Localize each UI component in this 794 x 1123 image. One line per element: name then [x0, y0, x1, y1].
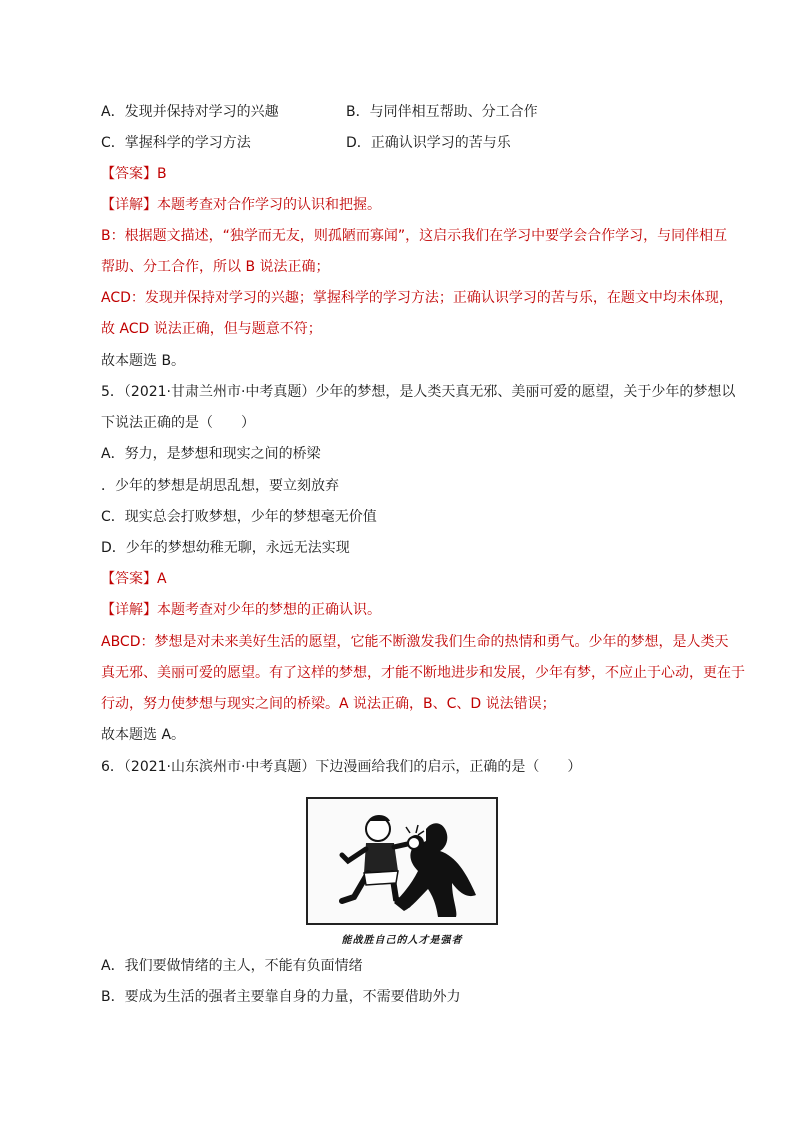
q5-conclusion: 故本题选 A。	[101, 727, 186, 743]
q5-option-a: A．努力，是梦想和现实之间的桥梁	[101, 446, 321, 462]
q4-option-a: A．发现并保持对学习的兴趣	[101, 104, 279, 120]
q4-option-d: D．正确认识学习的苦与乐	[346, 135, 511, 151]
q5-option-b: ．少年的梦想是胡思乱想，要立刻放弃	[101, 478, 339, 494]
q4-detail: 本题考查对合作学习的认识和把握。	[157, 197, 381, 213]
q6-option-a: A．我们要做情绪的主人，不能有负面情绪	[101, 958, 363, 974]
q6-stem: 6．（2021·山东滨州市·中考真题）下边漫画给我们的启示，正确的是（ ）	[101, 759, 582, 775]
man-arm-back	[342, 849, 366, 861]
q5-stem-line2: 下说法正确的是（ ）	[101, 415, 255, 431]
cartoon-image	[306, 797, 498, 925]
q4-explanation-acd-line2: 故 ACD 说法正确，但与题意不符；	[101, 321, 322, 337]
q4-explanation-b-line1: B：根据题文描述，“独学而无友，则孤陋而寡闻”，这启示我们在学习中要学会合作学习，与同伴相互	[101, 228, 728, 244]
q4-detail-line	[101, 197, 381, 213]
impact-marks	[406, 825, 424, 835]
man-fist	[408, 837, 420, 849]
q4-option-c: C．掌握科学的学习方法	[101, 135, 251, 151]
q4-explanation-b-line2: 帮助、分工合作，所以 B 说法正确；	[101, 259, 330, 275]
q5-detail: 本题考查对少年的梦想的正确认识。	[157, 602, 381, 618]
q4-detail-tag: 【详解】	[101, 197, 157, 213]
q5-explanation-line2: 真无邪、美丽可爱的愿望。有了这样的梦想，才能不断地进步和发展，少年有梦，不应止于心动，更在于	[101, 665, 745, 681]
q5-detail-tag: 【详解】	[101, 602, 157, 618]
q4-answer-tag: 【答案】	[101, 166, 157, 182]
q4-answer: B	[157, 166, 167, 182]
q4-answer-line	[101, 166, 167, 182]
cartoon-illustration	[308, 799, 496, 923]
q5-option-c: C．现实总会打败梦想，少年的梦想毫无价值	[101, 509, 377, 525]
cartoon-caption: 能战胜自己的人才是强者	[341, 935, 463, 946]
q6-option-b: B．要成为生活的强者主要靠自身的力量，不需要借助外力	[101, 989, 461, 1005]
man-shorts	[364, 871, 398, 885]
q4-explanation-acd-line1: ACD：发现并保持对学习的兴趣；掌握科学的学习方法；正确认识学习的苦与乐，在题文中均未体现，	[101, 290, 733, 306]
q5-answer-tag: 【答案】	[101, 571, 157, 587]
q5-stem-line1: 5．（2021·甘肃兰州市·中考真题）少年的梦想，是人类天真无邪、美丽可爱的愿望，关于少年的梦想以	[101, 384, 736, 400]
q5-option-d: D．少年的梦想幼稚无聊，永远无法实现	[101, 540, 350, 556]
q5-detail-line	[101, 602, 381, 618]
q5-explanation-line1: ABCD：梦想是对未来美好生活的愿望，它能不断激发我们生命的热情和勇气。少年的梦想，是人类天	[101, 634, 729, 650]
q4-conclusion: 故本题选 B。	[101, 353, 186, 369]
q5-answer: A	[157, 571, 167, 587]
man-hair	[368, 815, 390, 821]
q5-explanation-line3: 行动，努力使梦想与现实之间的桥梁。A 说法正确，B、C、D 说法错误；	[101, 696, 556, 712]
q4-option-b: B．与同伴相互帮助、分工合作	[346, 104, 538, 120]
q5-answer-line	[101, 571, 167, 587]
